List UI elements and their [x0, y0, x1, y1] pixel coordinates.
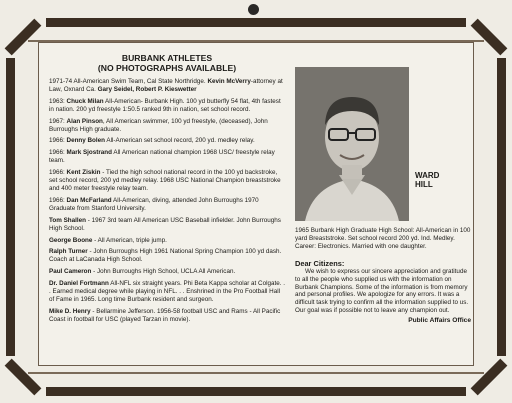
athlete-name: Denny Bolen	[66, 137, 106, 145]
frame-inner-rule-bottom	[28, 372, 484, 374]
athlete-text: 1966:	[49, 137, 67, 145]
athlete-name: Paul Cameron	[49, 268, 92, 276]
athlete-entry	[49, 149, 285, 165]
citizens-message: We wish to express our sincere appreciation and gratitude to all the people who supplied us with the information on Burbank Champions. Some of the information is from memory and personal profiles. We apologize for any errors. It was a difficult task trying to confirm all the information supplied to us. Our goal was if possible not to leave any champion out.	[295, 267, 469, 315]
athletes-column	[49, 53, 285, 328]
athlete-entry	[49, 197, 285, 213]
name-line-2: HILL	[415, 180, 433, 189]
athlete-text: -attorney at Law, Oxnard Ca.	[49, 78, 283, 93]
athlete-list	[49, 78, 285, 324]
athlete-text: - 1967 3rd team All American USC Baseball infielder. John Burroughs High School.	[49, 216, 281, 232]
heading-subtitle: (NO PHOTOGRAPHS AVAILABLE)	[97, 63, 237, 73]
athlete-text: All-American- Burbank High. 100 yd butterfly 54 flat, 4th fastest in nation. 200 yd freestyle 1:50.5 ranked 9th in nation, set school record.	[49, 97, 281, 113]
hanging-hole	[248, 4, 259, 15]
athlete-name: George Boone	[49, 236, 93, 244]
athlete-text: - John Burroughs High 1961 National Spring Champion 100 yd dash. Coach at LaCanada High School.	[49, 248, 282, 264]
athlete-name: Gary Seidel, Robert P. Kieswetter	[97, 85, 197, 93]
featured-athlete-name	[415, 171, 439, 189]
athlete-name: Kevin McVerry	[207, 78, 251, 85]
athlete-name: Alan Pinson	[66, 117, 103, 125]
athlete-text: 1966:	[49, 149, 67, 157]
athlete-text: 1963:	[49, 97, 67, 105]
athlete-text: - Bellarmine Jefferson. 1956-58 football USC and Rams - All Pacific Coast in football for USC (played Tarzan in movie).	[49, 307, 281, 323]
athlete-entry	[49, 217, 285, 233]
frame-top-bar	[46, 18, 466, 27]
athlete-text: 1967:	[49, 117, 67, 125]
athlete-entry	[49, 78, 285, 94]
athlete-photo	[295, 67, 409, 221]
athlete-name: Mike D. Henry	[49, 307, 91, 315]
feature-caption: 1965 Burbank High Graduate High School: All-American in 100 yard Breaststroke. Set school record 200 yd. Ind. Medley. Career: Electronics. Married with one daughter.	[295, 227, 471, 250]
frame-corner-br	[471, 359, 508, 396]
citizens-title: Dear Citizens:	[295, 258, 345, 268]
athlete-entry	[49, 308, 285, 324]
athlete-text: All-American, diving, attended John Burroughs 1970 Graduate from Stanford University.	[49, 196, 259, 212]
section-heading	[49, 53, 285, 73]
heading-title: BURBANK ATHLETES	[121, 53, 213, 63]
signature: Public Affairs Office	[408, 317, 471, 325]
athlete-name: Chuck Milan	[66, 97, 104, 105]
frame-right-bar	[497, 58, 506, 356]
athlete-text: 1971-74 All-American Swim Team, Cal State Northridge.	[49, 78, 208, 85]
athlete-entry	[49, 98, 285, 114]
frame-left-bar	[6, 58, 15, 356]
athlete-name: Dan McFarland	[66, 196, 112, 204]
content-panel	[38, 42, 474, 366]
athlete-text: All American national champion 1968 USC/ freestyle relay team.	[49, 149, 275, 165]
athlete-text: All-NFL six straight years. Phi Beta Kappa scholar at Colgate. . . Earned medical degree while playing in NFL. . . Enshrined in the Pro Football Hall of Fame in 1965. Long time Burbank resident and surgeon.	[49, 280, 286, 303]
athlete-text: 1966:	[49, 196, 67, 204]
athlete-entry	[49, 118, 285, 134]
athlete-name: Tom Shallen	[49, 216, 86, 224]
athlete-entry	[49, 237, 285, 245]
athlete-text: All-American set school record, 200 yd. medley relay.	[105, 137, 255, 145]
athlete-entry	[49, 268, 285, 276]
athlete-text: 1966:	[49, 169, 67, 177]
athlete-text: - All American, triple jump.	[92, 236, 167, 244]
athlete-entry	[49, 169, 285, 193]
athlete-text: - Tied the high school national record in the 100 yd backstroke, set school record, 200 yd medley relay. 1968 USC National Champion breaststroke and 400 meter freestyle relay team.	[49, 169, 281, 192]
athlete-entry	[49, 248, 285, 264]
frame-corner-tl	[5, 19, 42, 56]
feature-column	[295, 67, 471, 324]
athlete-text: - John Burroughs High School, UCLA All American.	[91, 268, 236, 276]
athlete-name: Dr. Daniel Fortmann	[49, 280, 109, 288]
athlete-entry	[49, 137, 285, 145]
athlete-name: Mark Sjostrand	[66, 149, 113, 157]
frame-bottom-bar	[46, 387, 466, 396]
athlete-entry	[49, 280, 285, 304]
athlete-text: , All American swimmer, 100 yd freestyle, (deceased), John Burroughs High graduate.	[49, 117, 268, 133]
athlete-name: Kent Ziskin	[66, 169, 101, 177]
athlete-name: Ralph Turner	[49, 248, 88, 256]
frame-corner-bl	[5, 359, 42, 396]
name-line-1: WARD	[415, 171, 440, 180]
frame-corner-tr	[471, 19, 508, 56]
